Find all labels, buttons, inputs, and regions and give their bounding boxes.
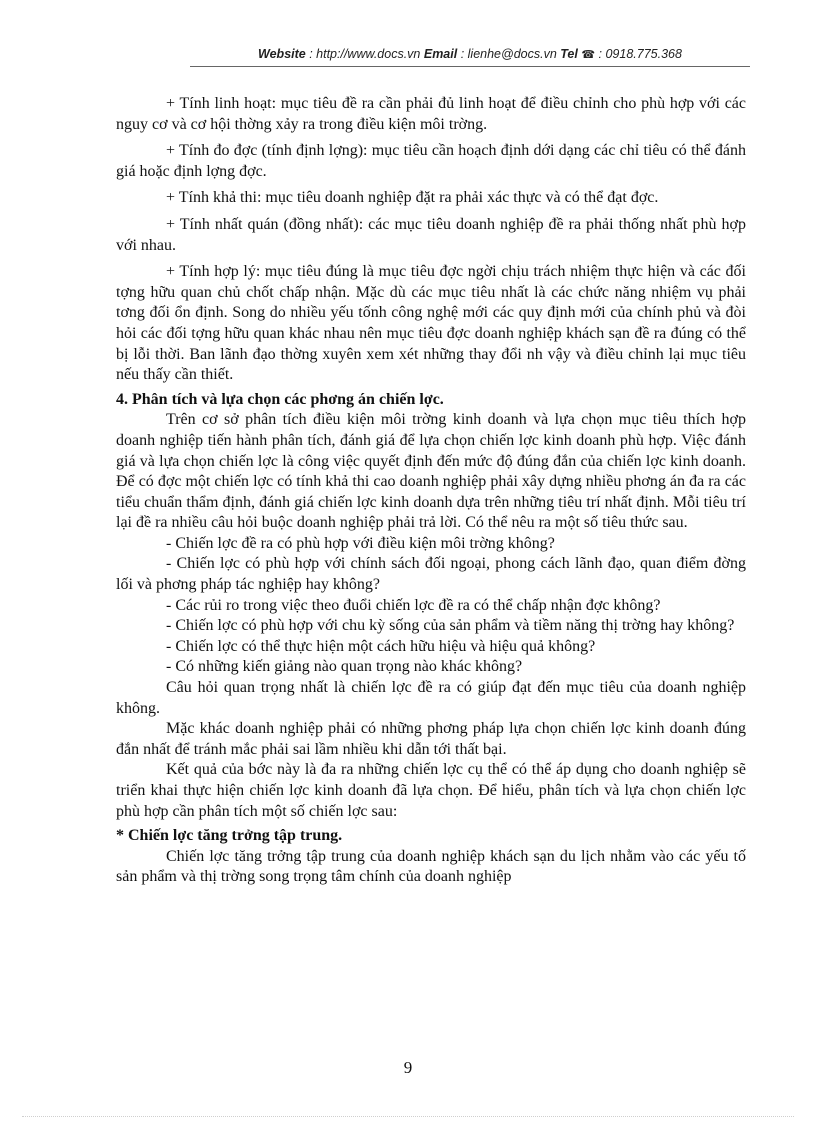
question-item: - Chiến lợc đề ra có phù hợp với điều kiện môi trờng không? <box>166 534 555 552</box>
email-label: Email <box>423 47 458 61</box>
website-separator: : <box>305 47 317 61</box>
header-rule <box>190 66 750 67</box>
question-item: - Có những kiến giảng nào quan trọng nào khác không? <box>166 658 523 676</box>
footer-rule <box>22 1116 794 1117</box>
email-separator: : <box>457 47 468 61</box>
question-item: - Chiến lợc có thể thực hiện một cách hữu hiệu và hiệu quả không? <box>166 637 596 655</box>
section-paragraph: Câu hỏi quan trọng nhất là chiến lợc đề ra có giúp đạt đến mục tiêu của doanh nghiệp không. <box>116 679 746 717</box>
paragraph-feasibility: + Tính khả thi: mục tiêu doanh nghiệp đặt ra phải xác thực và có thể đạt đợc. <box>166 189 659 207</box>
tel-number: : 0918.775.368 <box>595 47 682 61</box>
section-heading: 4. Phân tích và lựa chọn các phơng án chiến lợc. <box>116 390 444 408</box>
paragraph-consistency: + Tính nhất quán (đồng nhất): các mục tiêu doanh nghiệp đề ra phải thống nhất phù hợp với nhau. <box>116 215 746 254</box>
email-address[interactable]: lienhe@docs.vn <box>467 47 557 61</box>
section-paragraph: Mặc khác doanh nghiệp phải có những phơng pháp lựa chọn chiến lợc kinh doanh đúng đắn nhất để tránh mắc phải sai lầm nhiều khi dẫn tới thất bại. <box>116 720 746 758</box>
paragraph-reasonableness: + Tính hợp lý: mục tiêu đúng là mục tiêu đợc ngời chịu trách nhiệm thực hiện và các đối tợng hữu quan chủ chốt chấp nhận. Mặc dù các mục tiêu nhất là các chức năng nhiệm vụ phải tơng đối ổn định. Song do nhiều yếu tốnh công nghệ mới các quy định mới của chính phủ và đòi hỏi các đối tợng hữu quan khác nhau nên mục tiêu đợc doanh nghiệp khách sạn đề ra đúng có thể bị lỗi thời. Ban lãnh đạo thờng xuyên xem xét những thay đổi nh vậy và điều chỉnh lại mục tiêu nếu thấy cần thiết. <box>116 263 746 384</box>
website-label: Website <box>258 47 306 61</box>
question-item: - Các rủi ro trong việc theo đuổi chiến lợc đề ra có thể chấp nhận đợc không? <box>166 596 661 614</box>
section-paragraph: Trên cơ sở phân tích điều kiện môi trờng kinh doanh và lựa chọn mục tiêu thích hợp doanh nghiệp tiến hành phân tích, đánh giá để lựa chọn chiến lợc kinh doanh phù hợp. Việc đánh giá và lựa chọn chiến lợc là công việc quyết định đến mức độ đúng đắn của chiến lợc kinh doanh. Để có đợc một chiến lợc có tính khả thi cao doanh nghiệp phải xây dựng nhiều phơng án đa ra các tiểu chuẩn thẩm định, đánh giá chiến lợc kinh doanh dựa trên những tiêu trí nhất định. Mỗi tiêu trí lại đề ra nhiều câu hỏi buộc doanh nghiệp phải trả lời. Có thể nêu ra một số tiêu thức sau. <box>116 411 746 532</box>
question-item: - Chiến lợc có phù hợp với chính sách đối ngoại, phong cách lãnh đạo, quan điểm đờng lối và phơng pháp tác nghiệp hay không? <box>116 555 746 594</box>
section-paragraph: Chiến lợc tăng trởng tập trung của doanh nghiệp khách sạn du lịch nhằm vào các yếu tố sản phẩm và thị trờng song trọng tâm chính của doanh nghiệp <box>116 847 746 886</box>
question-item: - Chiến lợc có phù hợp với chu kỳ sống của sản phẩm và tiềm năng thị trờng hay không? <box>166 617 735 635</box>
page-header <box>190 47 750 61</box>
website-url[interactable]: http://www.docs.vn <box>316 47 421 61</box>
subsection-heading: * Chiến lợc tăng trởng tập trung. <box>116 827 343 845</box>
document-body <box>116 94 746 888</box>
paragraph-measurable: + Tính đo đợc (tính định lợng): mục tiêu cần hoạch định dới dạng các chỉ tiêu có thể đánh giá hoặc định lợng đợc. <box>116 142 746 180</box>
tel-label: Tel <box>560 47 578 61</box>
page-number: 9 <box>403 1058 413 1077</box>
section-paragraph: Kết quả của bớc này là đa ra những chiến lợc cụ thể có thể áp dụng cho doanh nghiệp sẽ triển khai thực hiện chiến lợc kinh doanh đã lựa chọn. Để hiểu, phân tích và lựa chọn chiến lợc phù hợp cần phân tích một số chiến lợc sau: <box>116 761 746 820</box>
phone-icon: ☎ <box>581 49 596 61</box>
paragraph-flexibility: + Tính linh hoạt: mục tiêu đề ra cần phải đủ linh hoạt để điều chỉnh cho phù hợp với các nguy cơ và cơ hội thờng xảy ra trong điều kiện môi trờng. <box>116 95 746 133</box>
